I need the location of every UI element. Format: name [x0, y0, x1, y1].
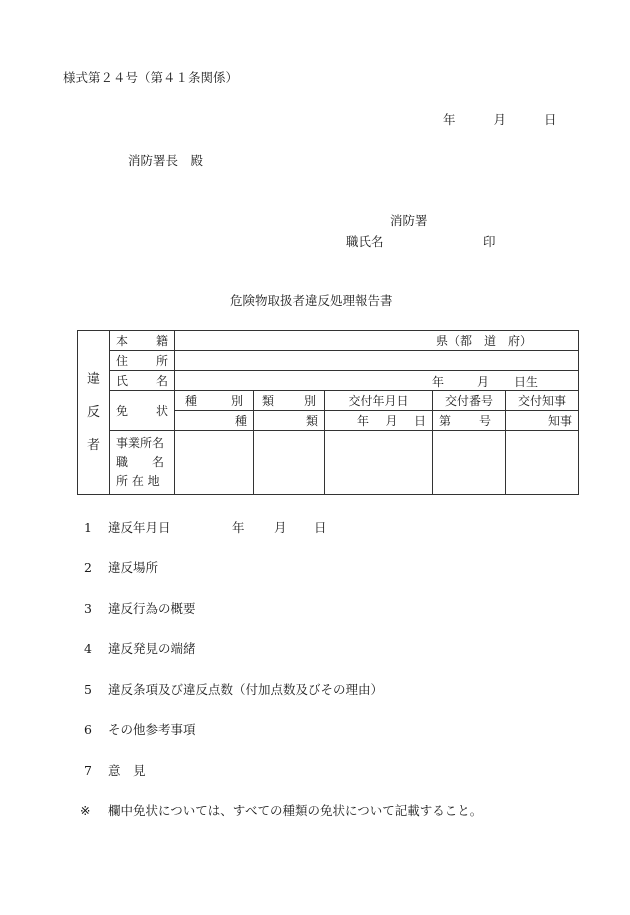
list-item: 6 その他参考事項 [84, 722, 196, 737]
sender-name-label: 職氏名 [346, 234, 384, 249]
list-item: 3 違反行為の概要 [84, 601, 196, 616]
date-month: 月 [493, 112, 506, 127]
form-number: 様式第２４号（第４１条関係） [63, 70, 239, 85]
violation-date-year: 年 [232, 520, 245, 535]
date-line [443, 110, 556, 128]
name-label: 氏 名 [110, 371, 175, 391]
offender-side-label: 違 反 者 [78, 331, 110, 495]
name-birth-value [175, 371, 579, 391]
list-item: 4 違反発見の端緒 [84, 641, 196, 656]
birth-day: 日生 [514, 374, 539, 389]
issue-governor-unit: 知事 [506, 411, 579, 431]
workplace-cell-1 [175, 431, 254, 495]
license-kind-a-header: 種 別 [175, 391, 254, 411]
list-item: 1 違反年月日 年 月 日 [84, 520, 327, 535]
issue-number-header: 交付番号 [433, 391, 506, 411]
list-item: 7 意 見 [84, 763, 146, 778]
footnote [80, 801, 482, 819]
addressee: 消防署長 殿 [128, 153, 204, 168]
license-kind-a-unit: 種 [175, 411, 254, 431]
workplace-labels: 事業所名 職 名 所 在 地 [110, 431, 175, 495]
honseki-value: 県（都 道 府） [175, 331, 579, 351]
offender-table [77, 330, 579, 495]
birth-month: 月 [477, 374, 490, 389]
date-year: 年 [443, 112, 456, 127]
license-label: 免 状 [110, 391, 175, 431]
license-kind-b-unit: 類 [254, 411, 325, 431]
violation-date-day: 日 [314, 520, 327, 535]
workplace-cell-4 [433, 431, 506, 495]
footnote-mark: ※ [80, 803, 91, 818]
address-value [175, 351, 579, 371]
issue-date-header: 交付年月日 [325, 391, 433, 411]
workplace-cell-3 [325, 431, 433, 495]
address-label: 住 所 [110, 351, 175, 371]
workplace-cell-2 [254, 431, 325, 495]
violation-date-month: 月 [274, 520, 287, 535]
birth-year: 年 [432, 374, 445, 389]
sender-office: 消防署 [390, 213, 428, 228]
license-kind-b-header: 類 別 [254, 391, 325, 411]
document-title: 危険物取扱者違反処理報告書 [230, 293, 393, 308]
list-item: 5 違反条項及び違反点数（付加点数及びその理由） [84, 682, 384, 697]
date-day: 日 [543, 112, 557, 127]
list-item: 2 違反場所 [84, 560, 159, 575]
issue-date-units: 年 月 日 [325, 411, 433, 431]
workplace-cell-5 [506, 431, 579, 495]
seal-mark: 印 [483, 234, 496, 249]
issue-number-units: 第 号 [433, 411, 506, 431]
issue-governor-header: 交付知事 [506, 391, 579, 411]
honseki-label: 本 籍 [110, 331, 175, 351]
footnote-text: 欄中免状については、すべての種類の免状について記載すること。 [108, 803, 483, 818]
